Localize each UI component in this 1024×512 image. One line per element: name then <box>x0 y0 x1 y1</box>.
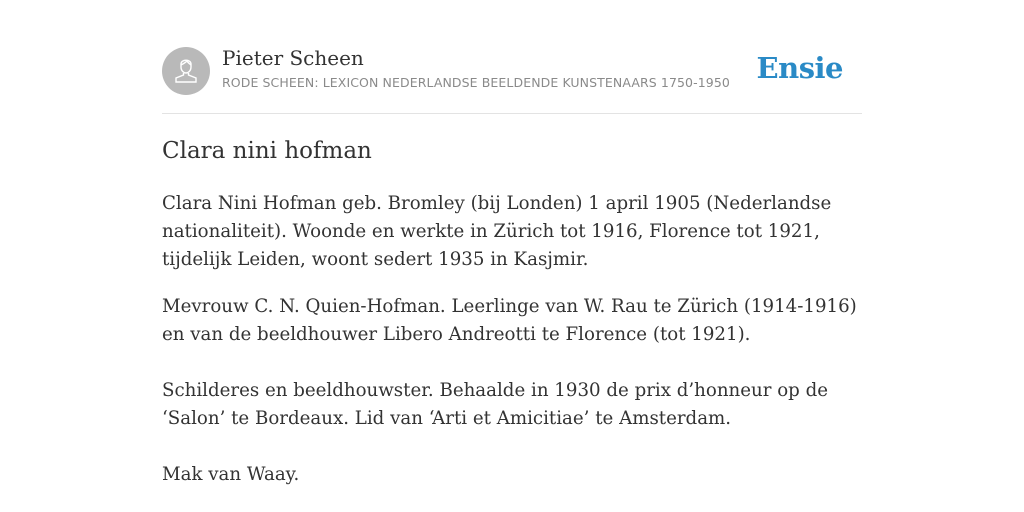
page-title: Clara nini hofman <box>162 138 372 164</box>
person-outline-icon <box>174 56 198 86</box>
article-paragraph: Schilderes en beeldhouwster. Behaalde in 1930 de prix d’honneur op de ‘Salon’ te Bordeaux. Lid van ‘Arti et Amicitiae’ te Amsterdam. <box>162 380 829 429</box>
article-paragraph: Mak van Waay. <box>162 464 300 485</box>
source-title[interactable]: RODE SCHEEN: LEXICON NEDERLANDSE BEELDENDE KUNSTENAARS 1750-1950 <box>222 75 730 90</box>
article-paragraph: Mevrouw C. N. Quien-Hofman. Leerlinge van W. Rau te Zürich (1914-1916) en van de beeldhouwer Libero Andreotti te Florence (tot 1921). <box>162 296 857 345</box>
article-paragraph: Clara Nini Hofman geb. Bromley (bij Londen) 1 april 1905 (Nederlandse nationaliteit). Woonde en werkte in Zürich tot 1916, Florence tot 1921, tijdelijk Leiden, woont sedert 1935 in Kasjmir. <box>162 193 832 270</box>
author-name[interactable]: Pieter Scheen <box>222 46 364 70</box>
ensie-logo[interactable]: Ensie <box>756 51 843 85</box>
user-avatar-icon[interactable] <box>162 47 210 95</box>
article-header <box>162 46 862 96</box>
header-divider <box>162 113 862 114</box>
